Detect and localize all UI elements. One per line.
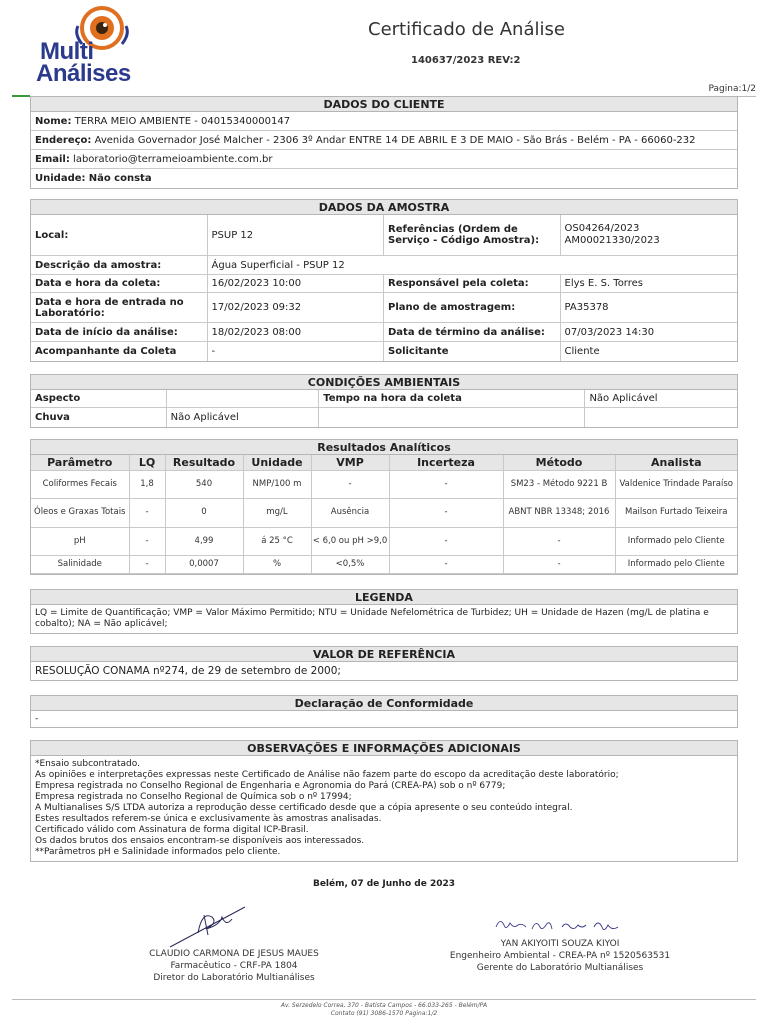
cell-lq: 1,8 <box>129 470 165 498</box>
conformity-section <box>30 695 738 728</box>
sample-row-local <box>31 215 737 256</box>
observation-line: Estes resultados referem-se única e exclusivamente às amostras analisadas. <box>35 814 382 824</box>
client-unit: Não consta <box>88 173 152 184</box>
cell-analista: Informado pelo Cliente <box>615 527 737 555</box>
client-name: TERRA MEIO AMBIENTE - 04015340000147 <box>74 115 291 127</box>
environment-row-2 <box>31 408 737 427</box>
company-logo <box>28 4 158 87</box>
cell-lq: - <box>129 498 165 527</box>
signer-title: Diretor do Laboratório Multianálises <box>153 973 315 983</box>
cell-vmp: <0,5% <box>311 555 389 573</box>
rain-value: Não Aplicável <box>167 408 320 427</box>
observation-line: A Multianalises S/S LTDA autoriza a reprodução desse certificado desde que a cópia apresente o seu conteúdo integral. <box>35 803 573 813</box>
cell-incerteza: - <box>389 555 503 573</box>
results-section-title: Resultados Analíticos <box>31 440 737 455</box>
signature-claudio-icon <box>160 903 255 951</box>
sample-row-dates <box>31 323 737 342</box>
entry-date-label: Data e hora de entrada no Laboratório: <box>31 293 208 322</box>
table-row <box>31 527 737 555</box>
client-name-row <box>31 112 737 131</box>
cell-parametro: Coliformes Fecais <box>31 470 129 498</box>
signature-block-manager <box>424 938 696 974</box>
reference-section-title: VALOR DE REFERÊNCIA <box>31 647 737 662</box>
col-resultado: Resultado <box>165 455 243 470</box>
observation-line: Empresa registrada no Conselho Regional de Química sob o nº 17994; <box>35 792 352 802</box>
collection-date-label: Data e hora da coleta: <box>31 275 208 292</box>
footer-contact: Contato (91) 3086-1570 Pagina:1/2 <box>330 1010 438 1017</box>
cell-parametro: pH <box>31 527 129 555</box>
cell-metodo: SM23 - Método 9221 B <box>503 470 615 498</box>
client-email-row <box>31 150 737 169</box>
cell-analista: Valdenice Trindade Paraíso <box>615 470 737 498</box>
conformity-text: - <box>35 714 39 724</box>
sample-section-title: DADOS DA AMOSTRA <box>31 200 737 215</box>
table-row <box>31 470 737 498</box>
references-label: Referências (Ordem de Serviço - Código Amostra): <box>384 215 561 255</box>
signer-name: YAN AKIYOITI SOUZA KIYOI <box>500 939 620 949</box>
signer-role: Engenheiro Ambiental - CREA-PA nº 1520563531 <box>449 951 671 961</box>
sample-row-acomp <box>31 342 737 361</box>
cell-unidade: mg/L <box>243 498 311 527</box>
entry-date-value: 17/02/2023 09:32 <box>208 293 385 322</box>
cell-resultado: 540 <box>165 470 243 498</box>
signature-block-director <box>100 948 368 984</box>
observations-text <box>31 756 737 861</box>
environment-section <box>30 374 738 428</box>
observation-line: Certificado válido com Assinatura de forma digital ICP-Brasil. <box>35 825 309 835</box>
results-header-row <box>31 455 737 470</box>
cell-metodo: - <box>503 555 615 573</box>
page-number: Pagina:1/2 <box>708 84 756 94</box>
local-value: PSUP 12 <box>208 215 385 255</box>
cell-metodo: ABNT NBR 13348; 2016 <box>503 498 615 527</box>
client-name-label: Nome: <box>35 115 72 127</box>
client-section-title: DADOS DO CLIENTE <box>31 97 737 112</box>
rain-label: Chuva <box>31 408 167 427</box>
analysis-start-value: 18/02/2023 08:00 <box>208 323 385 341</box>
cell-parametro: Óleos e Graxas Totais <box>31 498 129 527</box>
col-analista: Analista <box>615 455 737 470</box>
col-metodo: Método <box>503 455 615 470</box>
observations-section-title: OBSERVAÇÕES E INFORMAÇÕES ADICIONAIS <box>31 741 737 756</box>
observation-line: *Ensaio subcontratado. <box>35 759 140 769</box>
reference-am: AM00021330/2023 <box>564 235 660 246</box>
cell-vmp: < 6,0 ou pH >9,0 <box>311 527 389 555</box>
signature-yan-icon <box>492 913 632 939</box>
client-section <box>30 96 738 189</box>
cell-resultado: 0,0007 <box>165 555 243 573</box>
header-accent <box>12 95 30 97</box>
client-address-row <box>31 131 737 150</box>
cell-incerteza: - <box>389 470 503 498</box>
reference-section <box>30 646 738 681</box>
issue-date: Belém, 07 de Junho de 2023 <box>312 879 456 889</box>
weather-label: Tempo na hora da coleta <box>319 390 585 407</box>
cell-lq: - <box>129 555 165 573</box>
collector-value: Elys E. S. Torres <box>564 278 644 289</box>
observation-line: As opiniões e interpretações expressas neste Certificado de Análise não fazem parte do escopo da acreditação deste laboratório; <box>35 770 619 780</box>
cell-incerteza: - <box>389 498 503 527</box>
signer-title: Gerente do Laboratório Multianálises <box>476 963 644 973</box>
escort-label: Acompanhante da Coleta <box>31 342 208 361</box>
legend-section-title: LEGENDA <box>31 590 737 605</box>
client-address-label: Endereço: <box>35 134 92 146</box>
analysis-start-label: Data de início da análise: <box>31 323 208 341</box>
observation-line: **Parâmetros pH e Salinidade informados pelo cliente. <box>35 847 281 857</box>
local-label: Local: <box>31 215 208 255</box>
logo-text-analises: Análises <box>36 60 131 87</box>
table-row <box>31 555 737 573</box>
results-section <box>30 439 738 575</box>
results-table <box>31 455 737 574</box>
environment-row-1 <box>31 390 737 408</box>
client-email: laboratorio@terrameioambiente.com.br <box>73 153 273 165</box>
cell-resultado: 0 <box>165 498 243 527</box>
aspect-value <box>167 390 320 407</box>
analysis-end-label: Data de término da análise: <box>384 323 561 341</box>
description-value: Água Superficial - PSUP 12 <box>211 259 345 271</box>
cell-analista: Informado pelo Cliente <box>615 555 737 573</box>
observation-line: Empresa registrada no Conselho Regional de Engenharia e Agronomia do Pará (CREA-PA) sob o nº 6779; <box>35 781 506 791</box>
observations-section <box>30 740 738 862</box>
sampling-plan-label: Plano de amostragem: <box>384 293 561 322</box>
client-unit-row <box>31 169 737 188</box>
weather-value: Não Aplicável <box>589 393 658 404</box>
logo-text-multi: Multi <box>40 38 94 65</box>
sample-row-entrada <box>31 293 737 323</box>
sample-row-coleta <box>31 275 737 293</box>
cell-unidade: % <box>243 555 311 573</box>
cell-resultado: 4,99 <box>165 527 243 555</box>
col-unidade: Unidade <box>243 455 311 470</box>
signer-name: CLAUDIO CARMONA DE JESUS MAUES <box>149 949 319 959</box>
cell-unidade: NMP/100 m <box>243 470 311 498</box>
legend-text: LQ = Limite de Quantificação; VMP = Valor Máximo Permitido; NTU = Unidade Nefelométrica de Turbidez; UH = Unidade de Hazen (mg/L de platina e cobalto); NA = Não aplicável; <box>35 608 709 629</box>
description-label: Descrição da amostra: <box>31 256 208 274</box>
legend-section <box>30 589 738 634</box>
sample-row-desc <box>31 256 737 275</box>
requester-label: Solicitante <box>384 342 561 361</box>
collector-label: Responsável pela coleta: <box>384 275 561 292</box>
cell-parametro: Salinidade <box>31 555 129 573</box>
cell-analista: Mailson Furtado Teixeira <box>615 498 737 527</box>
reference-os: OS04264/2023 <box>564 223 640 234</box>
client-unit-label: Unidade: <box>35 173 86 184</box>
cell-incerteza: - <box>389 527 503 555</box>
col-lq: LQ <box>129 455 165 470</box>
cell-unidade: á 25 °C <box>243 527 311 555</box>
client-email-label: Email: <box>35 153 70 165</box>
cell-vmp: Ausência <box>311 498 389 527</box>
cell-lq: - <box>129 527 165 555</box>
observation-line: Os dados brutos dos ensaios encontram-se disponíveis aos interessados. <box>35 836 365 846</box>
client-address: Avenida Governador José Malcher - 2306 3º Andar ENTRE 14 DE ABRIL E 3 DE MAIO - São Brás - Belém - PA - 66060-232 <box>94 134 696 146</box>
table-row <box>31 498 737 527</box>
document-title: Certificado de Análise <box>368 19 565 40</box>
cell-metodo: - <box>503 527 615 555</box>
escort-value: - <box>208 342 385 361</box>
requester-value: Cliente <box>564 346 600 357</box>
signer-role: Farmacêutico - CRF-PA 1804 <box>170 961 298 971</box>
reference-text: RESOLUÇÃO CONAMA nº274, de 29 de setembro de 2000; <box>35 665 341 677</box>
analysis-end-value: 07/03/2023 14:30 <box>564 326 655 338</box>
col-parametro: Parâmetro <box>31 455 129 470</box>
footer-divider <box>12 999 756 1000</box>
sampling-plan-value: PA35378 <box>564 302 609 313</box>
col-vmp: VMP <box>311 455 389 470</box>
aspect-label: Aspecto <box>31 390 167 407</box>
environment-section-title: CONDIÇÕES AMBIENTAIS <box>31 375 737 390</box>
conformity-section-title: Declaração de Conformidade <box>31 696 737 711</box>
sample-section <box>30 199 738 362</box>
collection-date-value: 16/02/2023 10:00 <box>208 275 385 292</box>
certificate-number: 140637/2023 REV:2 <box>411 55 521 66</box>
footer-address: Av. Serzedelo Correa, 370 - Batista Campos - 66.033-265 - Belém/PA <box>280 1002 488 1009</box>
col-incerteza: Incerteza <box>389 455 503 470</box>
cell-vmp: - <box>311 470 389 498</box>
